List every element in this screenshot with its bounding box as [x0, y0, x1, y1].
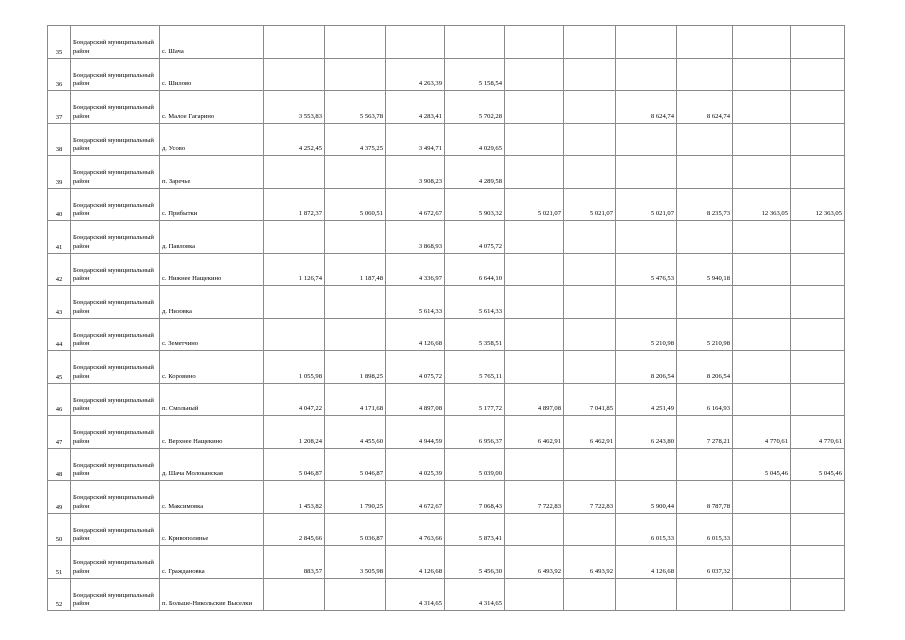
value-cell: 4 314,65	[445, 578, 505, 611]
table-row	[48, 513, 845, 546]
value-cell: 1 187,48	[325, 253, 386, 286]
settlement-cell: с. Малое Гагарино	[160, 91, 264, 124]
settlement-cell: с. Шача	[160, 26, 264, 59]
value-cell	[733, 123, 791, 156]
row-number-cell: 47	[48, 416, 71, 449]
value-cell	[791, 286, 845, 319]
value-cell: 4 672,67	[386, 188, 445, 221]
row-number-cell: 38	[48, 123, 71, 156]
value-cell	[616, 448, 677, 481]
value-cell	[677, 286, 733, 319]
table-row	[48, 481, 845, 514]
value-cell	[677, 448, 733, 481]
value-cell	[564, 578, 616, 611]
value-cell	[616, 58, 677, 91]
value-cell	[677, 58, 733, 91]
table-row	[48, 448, 845, 481]
settlement-cell: с. Кривополянье	[160, 513, 264, 546]
value-cell	[616, 578, 677, 611]
value-cell	[616, 26, 677, 59]
value-cell: 7 278,21	[677, 416, 733, 449]
value-cell: 8 624,74	[616, 91, 677, 124]
value-cell	[564, 318, 616, 351]
value-cell: 1 872,37	[264, 188, 325, 221]
value-cell: 5 060,51	[325, 188, 386, 221]
value-cell	[445, 26, 505, 59]
value-cell	[325, 58, 386, 91]
value-cell: 8 787,78	[677, 481, 733, 514]
settlement-cell: с. Граждановка	[160, 546, 264, 579]
value-cell	[505, 351, 564, 384]
value-cell	[791, 91, 845, 124]
value-cell: 5 903,32	[445, 188, 505, 221]
value-cell: 5 021,07	[505, 188, 564, 221]
value-cell	[791, 26, 845, 59]
value-cell: 5 046,87	[264, 448, 325, 481]
row-number-cell: 44	[48, 318, 71, 351]
settlement-cell: с. Коровино	[160, 351, 264, 384]
value-cell: 4 672,67	[386, 481, 445, 514]
value-cell	[505, 91, 564, 124]
value-cell: 12 363,05	[791, 188, 845, 221]
value-cell	[616, 123, 677, 156]
value-cell: 3 908,23	[386, 156, 445, 189]
value-cell: 6 462,91	[505, 416, 564, 449]
row-number-cell: 45	[48, 351, 71, 384]
value-cell: 1 126,74	[264, 253, 325, 286]
row-number-cell: 52	[48, 578, 71, 611]
value-cell	[564, 156, 616, 189]
value-cell: 8 206,54	[616, 351, 677, 384]
value-cell	[791, 318, 845, 351]
value-cell	[505, 253, 564, 286]
district-cell: Бондарский муниципальный район	[71, 188, 160, 221]
value-cell	[264, 318, 325, 351]
value-cell	[677, 123, 733, 156]
value-cell: 5 940,18	[677, 253, 733, 286]
value-cell: 5 158,54	[445, 58, 505, 91]
district-cell: Бондарский муниципальный район	[71, 448, 160, 481]
value-cell: 8 206,54	[677, 351, 733, 384]
value-cell	[677, 221, 733, 254]
settlement-cell: п. Больше-Никольские Выселки	[160, 578, 264, 611]
row-number-cell: 39	[48, 156, 71, 189]
value-cell	[505, 221, 564, 254]
value-cell	[791, 481, 845, 514]
value-cell	[564, 351, 616, 384]
value-cell	[733, 318, 791, 351]
value-cell	[791, 383, 845, 416]
district-cell: Бондарский муниципальный район	[71, 123, 160, 156]
value-cell: 4 314,65	[386, 578, 445, 611]
value-cell	[325, 578, 386, 611]
table-row	[48, 221, 845, 254]
value-cell: 1 055,98	[264, 351, 325, 384]
value-cell: 5 045,46	[733, 448, 791, 481]
district-cell: Бондарский муниципальный район	[71, 481, 160, 514]
district-cell: Бондарский муниципальный район	[71, 221, 160, 254]
value-cell	[733, 91, 791, 124]
row-number-cell: 41	[48, 221, 71, 254]
value-cell	[564, 91, 616, 124]
row-number-cell: 46	[48, 383, 71, 416]
value-cell: 4 770,61	[733, 416, 791, 449]
value-cell	[733, 546, 791, 579]
value-cell: 4 763,66	[386, 513, 445, 546]
value-cell: 6 462,91	[564, 416, 616, 449]
value-cell	[791, 156, 845, 189]
value-cell	[505, 318, 564, 351]
value-cell	[791, 123, 845, 156]
value-cell	[791, 546, 845, 579]
value-cell: 5 039,00	[445, 448, 505, 481]
district-cell: Бондарский муниципальный район	[71, 351, 160, 384]
value-cell: 4 171,68	[325, 383, 386, 416]
value-cell	[564, 286, 616, 319]
table-row	[48, 26, 845, 59]
value-cell: 6 015,33	[677, 513, 733, 546]
value-cell	[505, 448, 564, 481]
value-cell: 5 563,78	[325, 91, 386, 124]
settlement-cell: с. Земетчино	[160, 318, 264, 351]
value-cell: 5 702,28	[445, 91, 505, 124]
value-cell	[677, 156, 733, 189]
value-cell	[264, 58, 325, 91]
district-cell: Бондарский муниципальный район	[71, 416, 160, 449]
value-cell	[264, 221, 325, 254]
value-cell: 5 765,11	[445, 351, 505, 384]
value-cell	[791, 578, 845, 611]
value-cell: 2 845,66	[264, 513, 325, 546]
value-cell: 5 210,98	[616, 318, 677, 351]
value-cell: 7 722,83	[505, 481, 564, 514]
value-cell	[733, 58, 791, 91]
value-cell	[505, 513, 564, 546]
value-cell: 5 476,53	[616, 253, 677, 286]
value-cell: 3 505,98	[325, 546, 386, 579]
settlement-cell: д. Низовка	[160, 286, 264, 319]
value-cell	[505, 156, 564, 189]
value-cell	[733, 578, 791, 611]
value-cell	[264, 26, 325, 59]
value-cell: 6 243,80	[616, 416, 677, 449]
value-cell: 4 025,39	[386, 448, 445, 481]
table-row	[48, 253, 845, 286]
value-cell	[616, 156, 677, 189]
value-cell: 5 045,46	[791, 448, 845, 481]
value-cell	[564, 26, 616, 59]
table-row	[48, 351, 845, 384]
table-row	[48, 546, 845, 579]
value-cell	[564, 513, 616, 546]
settlement-cell: д. Шача Молоканская	[160, 448, 264, 481]
settlement-cell: д. Павловка	[160, 221, 264, 254]
value-cell	[325, 286, 386, 319]
settlement-cell: п. Заречье	[160, 156, 264, 189]
table-row	[48, 58, 845, 91]
value-cell: 4 770,61	[791, 416, 845, 449]
value-cell: 4 897,08	[386, 383, 445, 416]
value-cell: 5 036,87	[325, 513, 386, 546]
value-cell: 8 624,74	[677, 91, 733, 124]
district-cell: Бондарский муниципальный район	[71, 318, 160, 351]
district-cell: Бондарский муниципальный район	[71, 58, 160, 91]
value-cell	[791, 351, 845, 384]
value-cell	[564, 253, 616, 286]
value-cell	[733, 253, 791, 286]
value-cell: 6 644,10	[445, 253, 505, 286]
district-cell: Бондарский муниципальный район	[71, 253, 160, 286]
value-cell: 5 021,07	[616, 188, 677, 221]
value-cell	[791, 253, 845, 286]
value-cell	[264, 286, 325, 319]
value-cell: 4 126,68	[386, 546, 445, 579]
value-cell: 4 289,58	[445, 156, 505, 189]
value-cell	[564, 58, 616, 91]
value-cell: 5 873,41	[445, 513, 505, 546]
table-row	[48, 286, 845, 319]
value-cell: 6 493,92	[505, 546, 564, 579]
table-row	[48, 156, 845, 189]
value-cell	[733, 351, 791, 384]
row-number-cell: 40	[48, 188, 71, 221]
row-number-cell: 37	[48, 91, 71, 124]
value-cell	[564, 123, 616, 156]
table-row	[48, 383, 845, 416]
table-row	[48, 188, 845, 221]
settlement-cell: п. Смольный	[160, 383, 264, 416]
table-row	[48, 123, 845, 156]
district-cell: Бондарский муниципальный район	[71, 91, 160, 124]
value-cell: 6 956,37	[445, 416, 505, 449]
value-cell: 1 453,82	[264, 481, 325, 514]
value-cell	[505, 26, 564, 59]
value-cell	[791, 58, 845, 91]
district-cell: Бондарский муниципальный район	[71, 286, 160, 319]
value-cell: 5 614,33	[445, 286, 505, 319]
settlement-cell: д. Усово	[160, 123, 264, 156]
value-cell	[733, 26, 791, 59]
district-cell: Бондарский муниципальный район	[71, 513, 160, 546]
district-cell: Бондарский муниципальный район	[71, 383, 160, 416]
row-number-cell: 49	[48, 481, 71, 514]
value-cell: 1 898,25	[325, 351, 386, 384]
row-number-cell: 43	[48, 286, 71, 319]
table-row	[48, 578, 845, 611]
value-cell	[733, 286, 791, 319]
value-cell	[505, 123, 564, 156]
value-cell: 4 075,72	[445, 221, 505, 254]
value-cell	[564, 448, 616, 481]
value-cell: 4 283,41	[386, 91, 445, 124]
value-cell: 1 790,25	[325, 481, 386, 514]
district-cell: Бондарский муниципальный район	[71, 26, 160, 59]
table-row	[48, 416, 845, 449]
settlement-cell: с. Верхнее Нащекино	[160, 416, 264, 449]
value-cell: 3 868,93	[386, 221, 445, 254]
value-cell	[733, 221, 791, 254]
value-cell: 4 455,60	[325, 416, 386, 449]
table-row	[48, 318, 845, 351]
value-cell: 7 041,85	[564, 383, 616, 416]
value-cell: 3 553,83	[264, 91, 325, 124]
district-cell: Бондарский муниципальный район	[71, 156, 160, 189]
value-cell: 6 164,93	[677, 383, 733, 416]
value-cell	[733, 156, 791, 189]
value-cell: 883,57	[264, 546, 325, 579]
value-cell: 4 251,49	[616, 383, 677, 416]
value-cell: 4 944,59	[386, 416, 445, 449]
row-number-cell: 51	[48, 546, 71, 579]
value-cell: 7 722,83	[564, 481, 616, 514]
row-number-cell: 35	[48, 26, 71, 59]
row-number-cell: 42	[48, 253, 71, 286]
value-cell: 5 358,51	[445, 318, 505, 351]
value-cell: 8 235,73	[677, 188, 733, 221]
row-number-cell: 50	[48, 513, 71, 546]
value-cell: 6 037,32	[677, 546, 733, 579]
settlement-cell: с. Нижнее Нащекино	[160, 253, 264, 286]
value-cell	[325, 221, 386, 254]
value-cell	[325, 318, 386, 351]
value-cell	[386, 26, 445, 59]
value-cell: 5 046,87	[325, 448, 386, 481]
value-cell: 4 897,08	[505, 383, 564, 416]
tariff-table	[47, 25, 845, 611]
value-cell: 7 068,43	[445, 481, 505, 514]
value-cell: 4 047,22	[264, 383, 325, 416]
value-cell: 4 252,45	[264, 123, 325, 156]
value-cell	[677, 26, 733, 59]
value-cell	[791, 513, 845, 546]
value-cell	[264, 578, 325, 611]
row-number-cell: 48	[48, 448, 71, 481]
row-number-cell: 36	[48, 58, 71, 91]
value-cell: 4 126,68	[616, 546, 677, 579]
value-cell: 3 494,71	[386, 123, 445, 156]
value-cell: 5 614,33	[386, 286, 445, 319]
value-cell: 5 900,44	[616, 481, 677, 514]
settlement-cell: с. Шилово	[160, 58, 264, 91]
value-cell	[505, 58, 564, 91]
settlement-cell: с. Максимовка	[160, 481, 264, 514]
settlement-cell: с. Прибытки	[160, 188, 264, 221]
value-cell	[616, 221, 677, 254]
value-cell: 5 210,98	[677, 318, 733, 351]
value-cell	[505, 578, 564, 611]
value-cell	[505, 286, 564, 319]
value-cell: 5 177,72	[445, 383, 505, 416]
table-row	[48, 91, 845, 124]
table-body	[48, 26, 845, 611]
value-cell: 12 363,05	[733, 188, 791, 221]
value-cell	[733, 481, 791, 514]
value-cell: 5 021,07	[564, 188, 616, 221]
value-cell: 6 493,92	[564, 546, 616, 579]
value-cell	[733, 513, 791, 546]
value-cell	[733, 383, 791, 416]
value-cell	[616, 286, 677, 319]
district-cell: Бондарский муниципальный район	[71, 546, 160, 579]
value-cell	[264, 156, 325, 189]
value-cell: 4 029,65	[445, 123, 505, 156]
value-cell: 4 375,25	[325, 123, 386, 156]
value-cell: 4 075,72	[386, 351, 445, 384]
value-cell	[325, 156, 386, 189]
value-cell	[325, 26, 386, 59]
value-cell: 6 015,33	[616, 513, 677, 546]
value-cell: 5 456,30	[445, 546, 505, 579]
value-cell	[791, 221, 845, 254]
value-cell	[677, 578, 733, 611]
value-cell	[564, 221, 616, 254]
value-cell: 4 336,97	[386, 253, 445, 286]
district-cell: Бондарский муниципальный район	[71, 578, 160, 611]
value-cell: 4 263,39	[386, 58, 445, 91]
value-cell: 4 126,68	[386, 318, 445, 351]
value-cell: 1 208,24	[264, 416, 325, 449]
